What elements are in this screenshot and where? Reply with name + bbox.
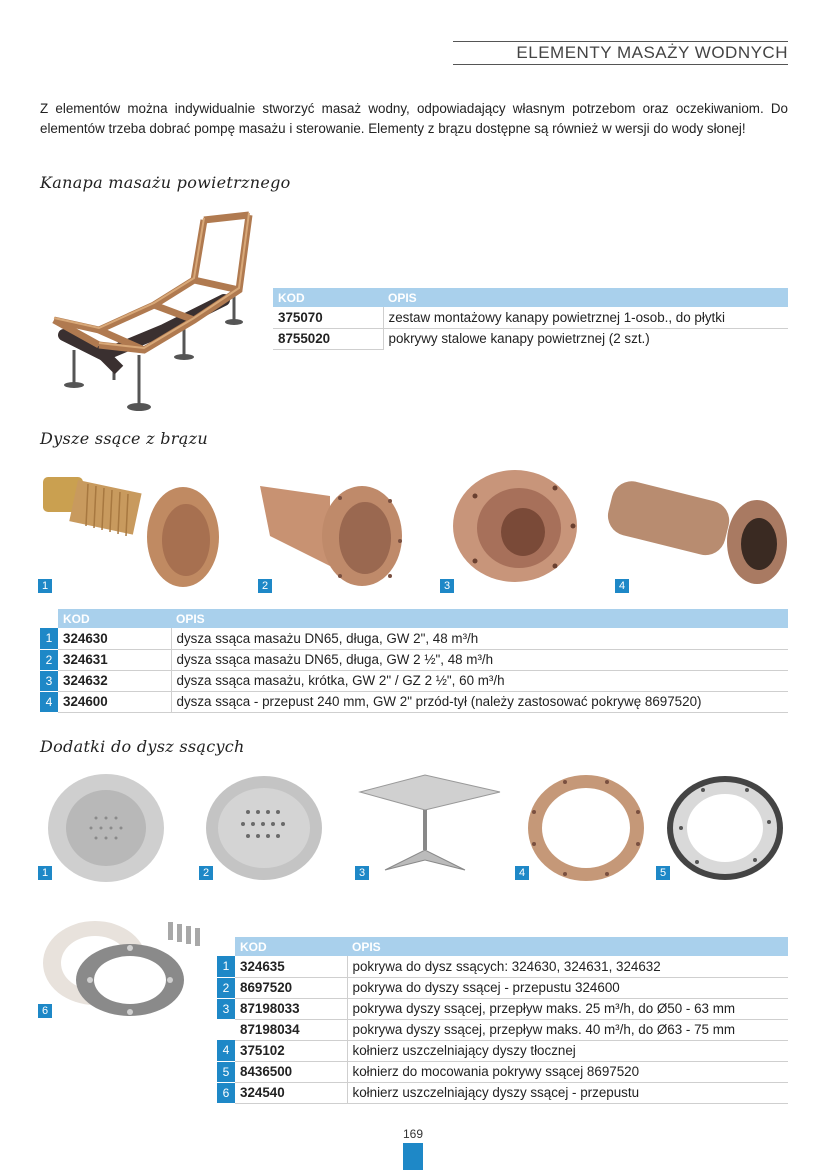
table-row [217,1061,788,1082]
product-code: 8755020 [273,328,383,349]
product-description: zestaw montażowy kanapy powietrznej 1-osob., do płytki [383,307,788,328]
dodatki-spec-table [217,937,788,1104]
row-number-empty [217,1019,235,1040]
section-title-dysze: Dysze ssące z brązu [40,429,208,448]
table-row [273,328,788,349]
row-number: 2 [40,649,58,670]
mounting-flange-steel-image [663,772,787,884]
nozzle-long-gw25-image [250,466,410,591]
table-row [273,307,788,328]
table-row [217,1082,788,1103]
page-number: 169 [403,1127,424,1141]
intro-paragraph: Z elementów można indywidualnie stworzyć masaż wodny, odpowiadający własnym potrzebom oraz oczekiwaniom. Do elementów trzeba dobrać pompę masażu i sterowanie. Elementy z brązu dostępne są również w wersji do wody słonej! [40,101,788,136]
nozzle-short-image [445,466,595,591]
product-description: dysza ssąca masażu, krótka, GW 2" / GZ 2 ½", 60 m³/h [171,670,788,691]
product-description: pokrywa do dysz ssących: 324630, 324631, 324632 [347,956,788,977]
section-title-dodatki: Dodatki do dysz ssących [40,737,245,756]
product-description: pokrywa do dyszy ssącej - przepustu 324600 [347,977,788,998]
row-number: 5 [217,1061,235,1082]
image-number-badge: 1 [38,866,52,880]
product-code: 87198034 [235,1019,347,1040]
column-header-description: OPIS [171,609,788,628]
image-number-badge: 5 [656,866,670,880]
column-header-description: OPIS [383,288,788,307]
kanapa-spec-table [273,288,788,350]
page-number-bar [403,1143,423,1170]
product-description: kołnierz uszczelniający dyszy ssącej - przepustu [347,1082,788,1103]
product-description: pokrywa dyszy ssącej, przepływ maks. 25 m³/h, do Ø50 - 63 mm [347,998,788,1019]
nozzle-passthrough-image [607,472,792,592]
table-row [217,1019,788,1040]
product-description: pokrywy stalowe kanapy powietrznej (2 szt.) [383,328,788,349]
product-code: 324632 [58,670,171,691]
air-bench-image [44,205,266,415]
product-description: kołnierz do mocowania pokrywy ssącej 8697520 [347,1061,788,1082]
product-code: 87198033 [235,998,347,1019]
row-number: 3 [40,670,58,691]
header-spacer [217,937,235,956]
product-code: 324631 [58,649,171,670]
image-number-badge: 2 [199,866,213,880]
product-code: 324600 [58,691,171,712]
product-code: 324635 [235,956,347,977]
column-header-description: OPIS [347,937,788,956]
product-description: dysza ssąca - przepust 240 mm, GW 2" przód-tył (należy zastosować pokrywę 8697520) [171,691,788,712]
product-description: kołnierz uszczelniający dyszy tłocznej [347,1040,788,1061]
product-description: dysza ssąca masażu DN65, długa, GW 2", 48 m³/h [171,628,788,649]
table-row [217,956,788,977]
row-number: 2 [217,977,235,998]
page-header-title: ELEMENTY MASAŻY WODNYCH [516,43,788,62]
suction-cover-round-image [46,772,166,884]
table-row [40,691,788,712]
table-row [40,649,788,670]
product-code: 375102 [235,1040,347,1061]
section-title-kanapa: Kanapa masażu powietrznego [40,173,291,192]
header-rule-top [453,41,788,42]
image-number-badge: 4 [515,866,529,880]
table-row [40,628,788,649]
header-rule-bottom [453,64,788,65]
image-number-badge: 3 [440,579,454,593]
product-description: pokrywa dyszy ssącej, przepływ maks. 40 m³/h, do Ø63 - 75 mm [347,1019,788,1040]
product-code: 324540 [235,1082,347,1103]
row-number: 3 [217,998,235,1019]
table-row [217,977,788,998]
row-number: 1 [40,628,58,649]
image-number-badge: 2 [258,579,272,593]
image-number-badge: 4 [615,579,629,593]
table-row [40,670,788,691]
sealing-flange-bronze-image [525,772,647,884]
nozzle-long-gw2-image [38,462,223,592]
suction-cover-perforated-image [203,772,325,884]
product-description: dysza ssąca masażu DN65, długa, GW 2 ½", 48 m³/h [171,649,788,670]
table-row [217,1040,788,1061]
row-number: 6 [217,1082,235,1103]
column-header-code: KOD [235,937,347,956]
table-row [217,998,788,1019]
column-header-code: KOD [273,288,383,307]
row-number: 4 [217,1040,235,1061]
row-number: 4 [40,691,58,712]
image-number-badge: 3 [355,866,369,880]
passthrough-sealing-flange-image [40,918,205,1018]
product-code: 8436500 [235,1061,347,1082]
product-code: 375070 [273,307,383,328]
product-code: 324630 [58,628,171,649]
image-number-badge: 1 [38,579,52,593]
row-number: 1 [217,956,235,977]
image-number-badge: 6 [38,1004,52,1018]
product-code: 8697520 [235,977,347,998]
header-spacer [40,609,58,628]
dysze-spec-table [40,609,788,713]
column-header-code: KOD [58,609,171,628]
suction-cover-stand-image [355,770,505,882]
